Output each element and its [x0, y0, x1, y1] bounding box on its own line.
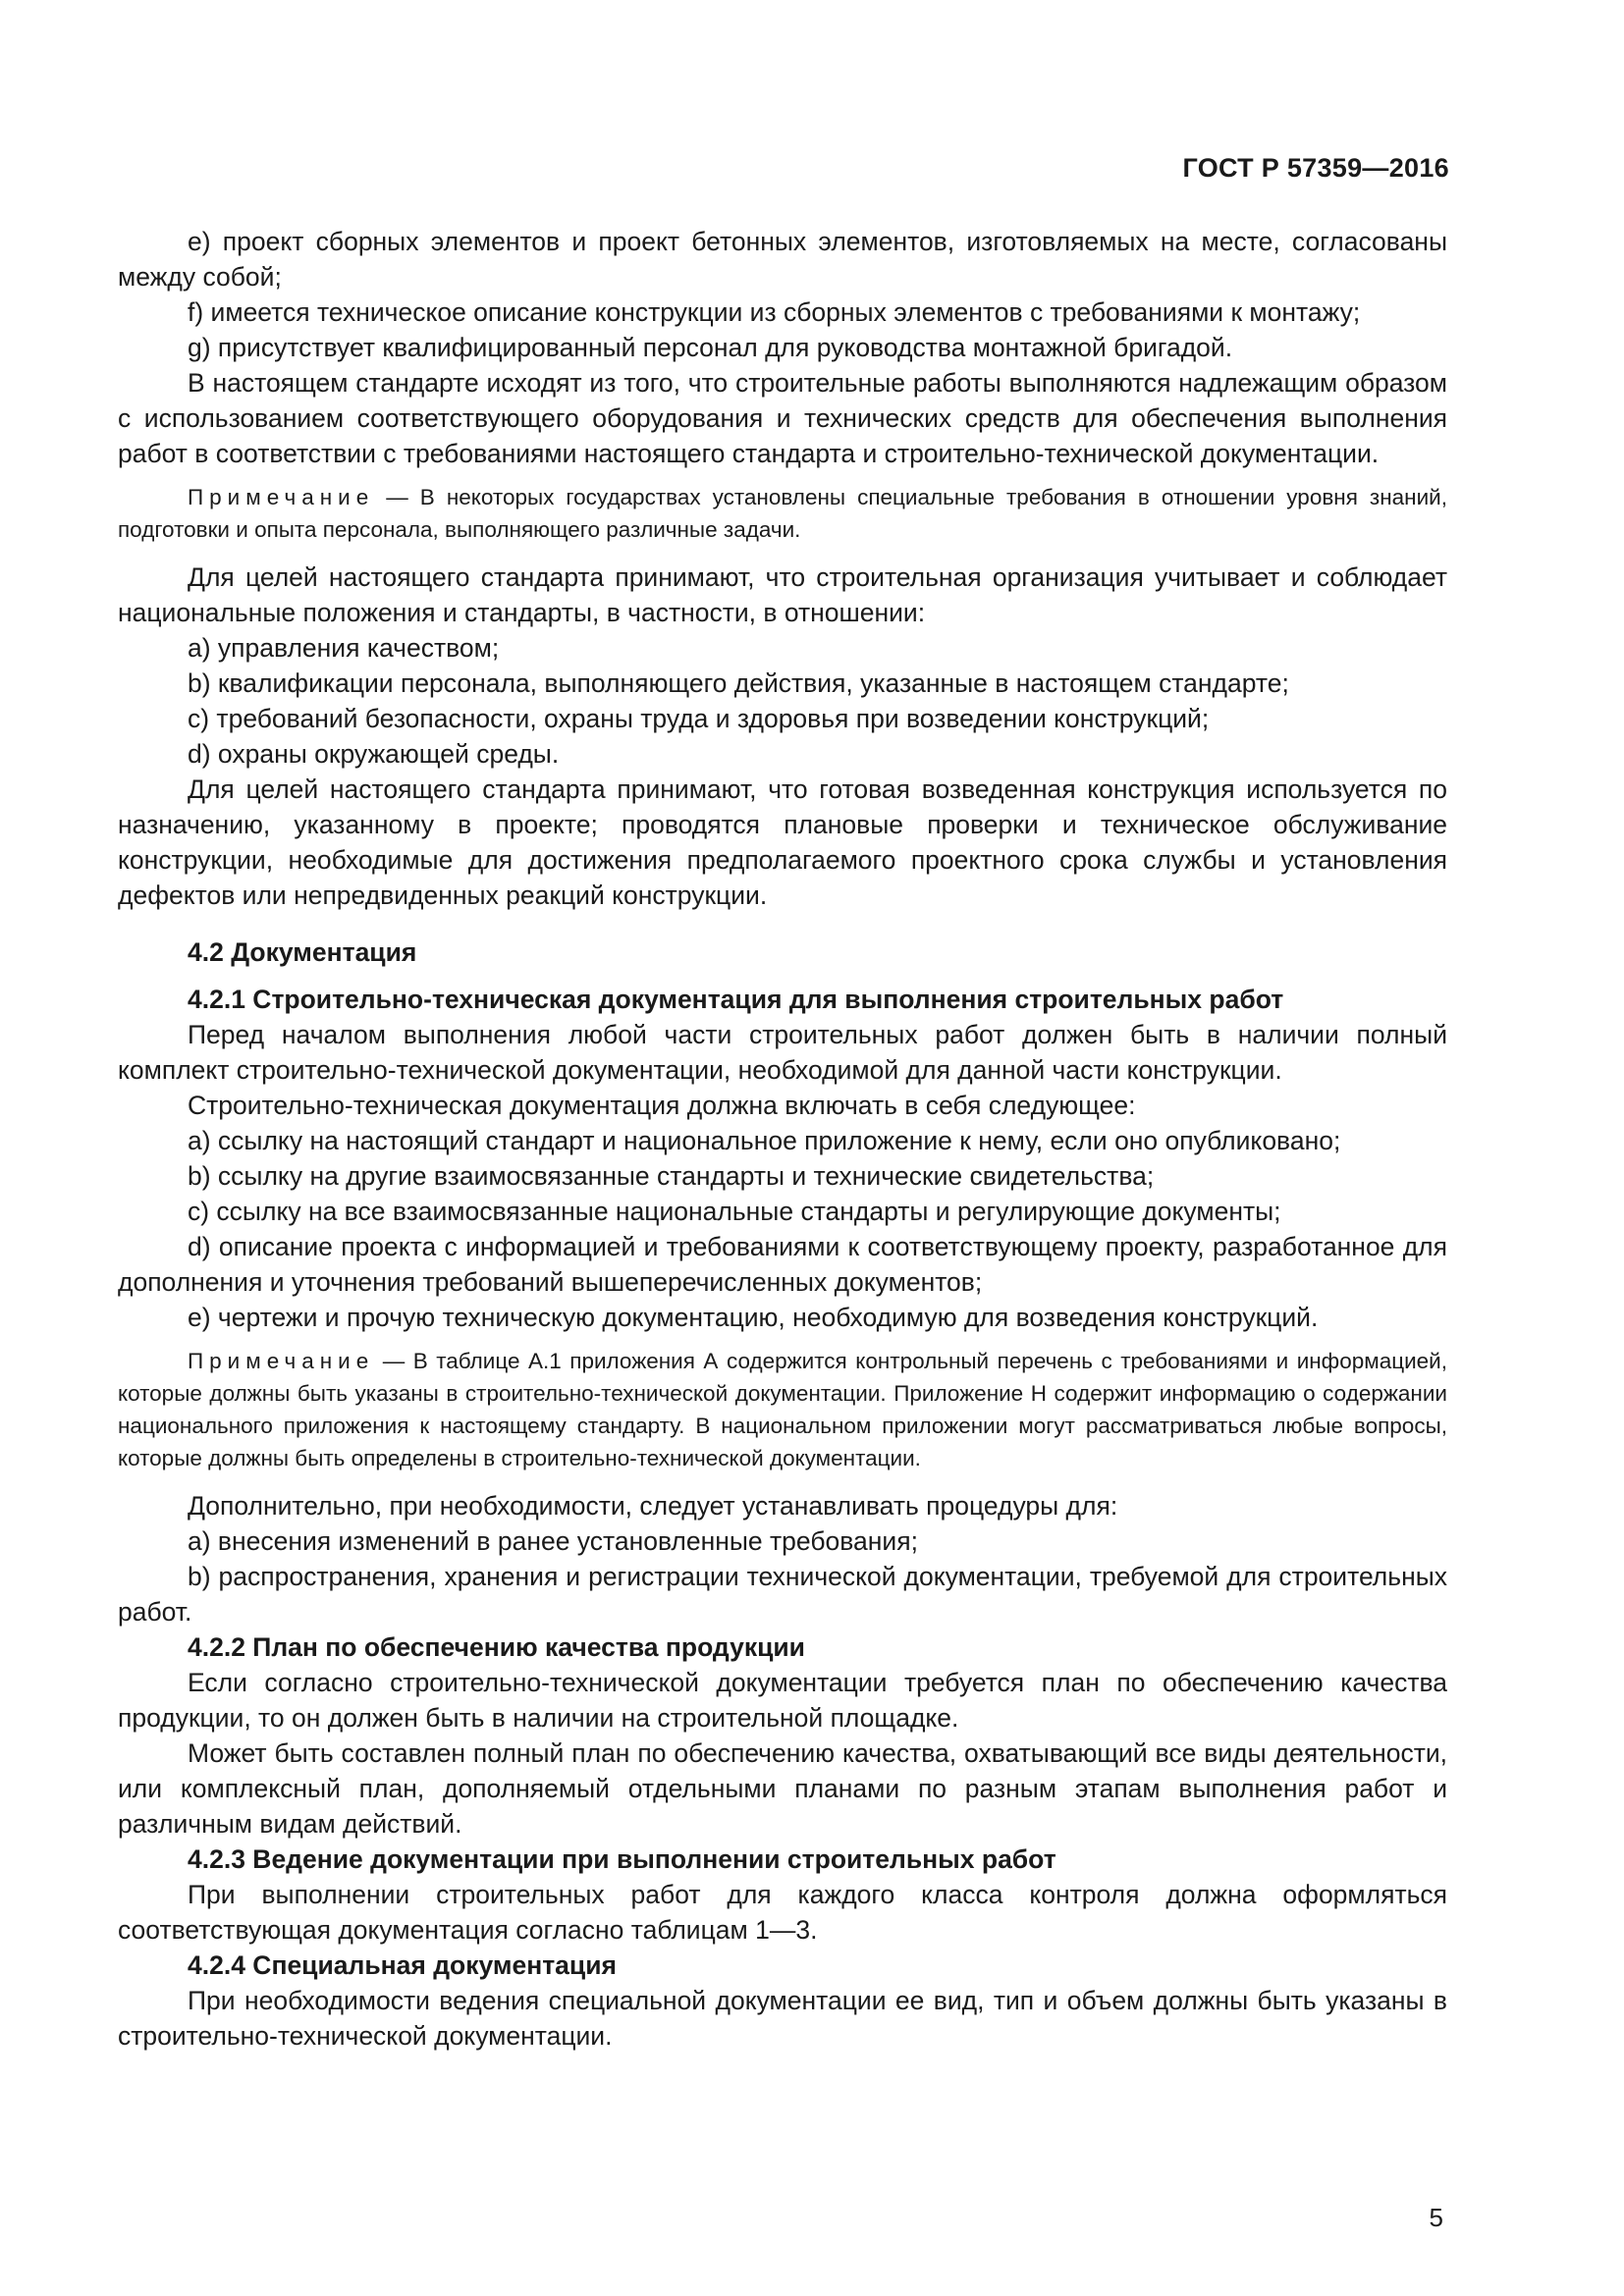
paragraph: Для целей настоящего стандарта принимают, что строительная организация учитывает и соблюдает национальные положения и стандарты, в частности, в отношении:	[118, 562, 1447, 627]
list-item: d) описание проекта с информацией и требованиями к соответствующему проекту, разработанное для дополнения и уточнения требований вышеперечисленных документов;	[118, 1232, 1447, 1297]
list-item: g) присутствует квалифицированный персонал для руководства монтажной бригадой.	[188, 333, 1233, 362]
list-item: a) внесения изменений в ранее установленные требования;	[188, 1526, 918, 1556]
note	[118, 1345, 1447, 1474]
note-text: — В некоторых государствах установлены специальные требования в отношении уровня знаний, подготовки и опыта персонала, выполняющего различные задачи.	[118, 485, 1447, 542]
list-item: a) ссылку на настоящий стандарт и национальное приложение к нему, если оно опубликовано;	[188, 1126, 1341, 1155]
paragraph: Если согласно строительно-технической документации требуется план по обеспечению качества продукции, то он должен быть в наличии на строительной площадке.	[118, 1668, 1447, 1733]
paragraph: При выполнении строительных работ для каждого класса контроля должна оформляться соответствующая документация согласно таблицам 1—3.	[118, 1880, 1447, 1945]
paragraph: При необходимости ведения специальной документации ее вид, тип и объем должны быть указаны в строительно-технической документации.	[118, 1986, 1447, 2051]
paragraph: Перед началом выполнения любой части строительных работ должен быть в наличии полный комплект строительно-технической документации, необходимой для данной части конструкции.	[118, 1020, 1447, 1085]
list-item: b) распространения, хранения и регистрации технической документации, требуемой для строительных работ.	[118, 1562, 1447, 1627]
section-heading: 4.2 Документация	[188, 937, 417, 967]
note-text: — В таблице А.1 приложения А содержится контрольный перечень с требованиями и информацией, которые должны быть указаны в строительно-технической документации. Приложение Н содержит информацию о содержании национального приложения к настоящему стандарту. В национальном приложении могут рассматриваться любые вопросы, которые должны быть определены в строительно-технической документации.	[118, 1349, 1447, 1470]
list-item: f) имеется техническое описание конструкции из сборных элементов с требованиями к монтажу;	[188, 297, 1361, 327]
list-item: e) проект сборных элементов и проект бетонных элементов, изготовляемых на месте, согласованы между собой;	[118, 227, 1447, 292]
paragraph: Дополнительно, при необходимости, следует устанавливать процедуры для:	[188, 1491, 1118, 1521]
subsection-heading: 4.2.1 Строительно-техническая документация для выполнения строительных работ	[188, 985, 1284, 1014]
paragraph: Может быть составлен полный план по обеспечению качества, охватывающий все виды деятельности, или комплексный план, дополняемый отдельными планами по разным этапам выполнения работ и различным видам действий.	[118, 1738, 1447, 1839]
paragraph: Для целей настоящего стандарта принимают, что готовая возведенная конструкция используется по назначению, указанному в проекте; проводятся плановые проверки и техническое обслуживание конструкции, необходимые для достижения предполагаемого проектного срока службы и установления дефектов или непредвиденных реакций конструкции.	[118, 774, 1447, 910]
list-item: c) ссылку на все взаимосвязанные национальные стандарты и регулирующие документы;	[188, 1197, 1281, 1226]
subsection-heading: 4.2.4 Специальная документация	[188, 1950, 617, 1980]
document-number-header: ГОСТ Р 57359—2016	[1182, 153, 1449, 183]
page-number: 5	[1429, 2203, 1443, 2232]
list-item: e) чертежи и прочую техническую документацию, необходимую для возведения конструкций.	[188, 1303, 1319, 1332]
subsection-heading: 4.2.2 План по обеспечению качества продукции	[188, 1632, 805, 1662]
note	[118, 481, 1447, 546]
paragraph: В настоящем стандарте исходят из того, что строительные работы выполняются надлежащим образом с использованием соответствующего оборудования и технических средств для обеспечения выполнения работ в соответствии с требованиями настоящего стандарта и строительно-технической документации.	[118, 368, 1447, 468]
note-label: Примечание	[188, 485, 375, 509]
list-item: b) ссылку на другие взаимосвязанные стандарты и технические свидетельства;	[188, 1161, 1155, 1191]
note-label: Примечание	[188, 1349, 375, 1373]
list-item: b) квалификации персонала, выполняющего действия, указанные в настоящем стандарте;	[188, 668, 1289, 698]
paragraph: Строительно-техническая документация должна включать в себя следующее:	[188, 1091, 1136, 1120]
list-item: d) охраны окружающей среды.	[188, 739, 560, 769]
list-item: c) требований безопасности, охраны труда и здоровья при возведении конструкций;	[188, 704, 1210, 733]
list-item: a) управления качеством;	[188, 633, 500, 663]
document-body	[118, 224, 1447, 2054]
subsection-heading: 4.2.3 Ведение документации при выполнении строительных работ	[188, 1844, 1056, 1874]
